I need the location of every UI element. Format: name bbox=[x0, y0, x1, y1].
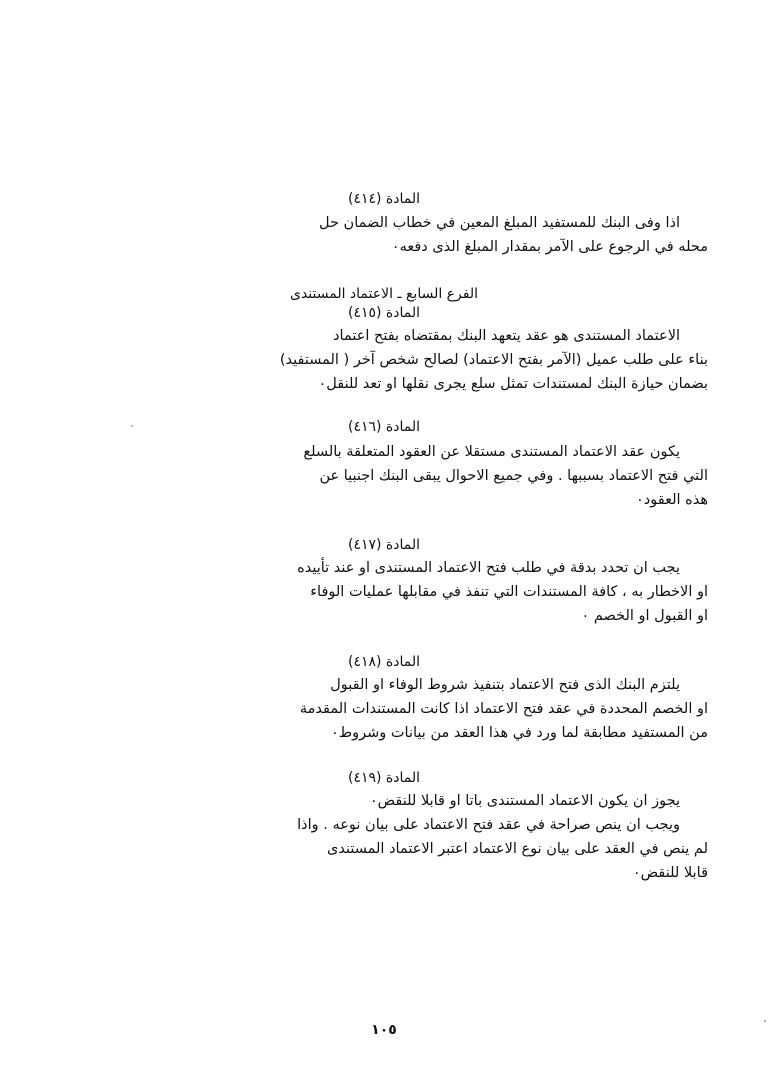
text-line: محله في الرجوع على الآمر بمقدار المبلغ الذى دفعه٠ bbox=[391, 239, 708, 255]
article-body-417 bbox=[108, 556, 708, 628]
article-heading-418: المادة (٤١٨) bbox=[347, 654, 421, 670]
text-line: يجب ان تحدد بدقة في طلب فتح الاعتماد المستندى او عند تأييده bbox=[297, 560, 680, 576]
article-heading-417: المادة (٤١٧) bbox=[347, 537, 421, 553]
article-body-414 bbox=[108, 211, 708, 259]
text-line: اذا وفى البنك للمستفيد المبلغ المعين في خطاب الضمان حل bbox=[319, 215, 680, 231]
text-line: او الخصم المحددة في عقد فتح الاعتماد اذا كانت المستندات المقدمة bbox=[299, 701, 708, 717]
article-heading-419: المادة (٤١٩) bbox=[347, 770, 421, 786]
article-body-418 bbox=[108, 673, 708, 745]
text-line: لم ينص في العقد على بيان نوع الاعتماد اعتبر الاعتماد المستندى bbox=[326, 841, 708, 857]
branch-heading: الفرع السابع ـ الاعتماد المستندى bbox=[289, 286, 478, 302]
text-line: هذه العقود٠ bbox=[636, 492, 708, 508]
text-line: يلتزم البنك الذى فتح الاعتماد بتنفيذ شروط الوفاء او القبول bbox=[330, 677, 680, 693]
text-line: او الاخطار به ، كافة المستندات التي تنفذ في مقابلها عمليات الوفاء bbox=[310, 584, 708, 600]
text-line: يجوز ان يكون الاعتماد المستندى باتا او قابلا للنقض٠ bbox=[369, 793, 680, 809]
text-line: من المستفيد مطابقة لما ورد في هذا العقد من بيانات وشروط٠ bbox=[330, 725, 708, 741]
article-heading-416: المادة (٤١٦) bbox=[347, 419, 421, 435]
article-body-415 bbox=[108, 324, 708, 396]
page-number: ١٠٥ bbox=[371, 1022, 397, 1038]
text-line: الاعتماد المستندى هو عقد يتعهد البنك بمقتضاه بفتح اعتماد bbox=[333, 328, 680, 344]
text-line: ويجب ان ينص صراحة في عقد فتح الاعتماد على بيان نوعه . واذا bbox=[297, 817, 680, 833]
scan-speck bbox=[131, 425, 133, 427]
article-heading-414: المادة (٤١٤) bbox=[347, 191, 421, 207]
article-heading-415: المادة (٤١٥) bbox=[347, 305, 421, 321]
text-line: التي فتح الاعتماد بسببها . وفي جميع الاحوال يبقى البنك اجنبيا عن bbox=[319, 468, 708, 484]
text-line: قابلا للنقض٠ bbox=[632, 865, 708, 881]
text-line: او القبول او الخصم ٠ bbox=[581, 608, 708, 624]
article-body-419 bbox=[108, 789, 708, 885]
scan-speck bbox=[764, 1020, 766, 1022]
article-body-416 bbox=[108, 440, 708, 512]
text-line: بناء على طلب عميل (الآمر بفتح الاعتماد) لصالح شخص آخر ( المستفيد) bbox=[279, 352, 708, 368]
text-line: بضمان حيازة البنك لمستندات تمثل سلع يجرى نقلها او تعد للنقل٠ bbox=[318, 376, 708, 392]
text-line: يكون عقد الاعتماد المستندى مستقلا عن العقود المتعلقة بالسلع bbox=[303, 444, 680, 460]
